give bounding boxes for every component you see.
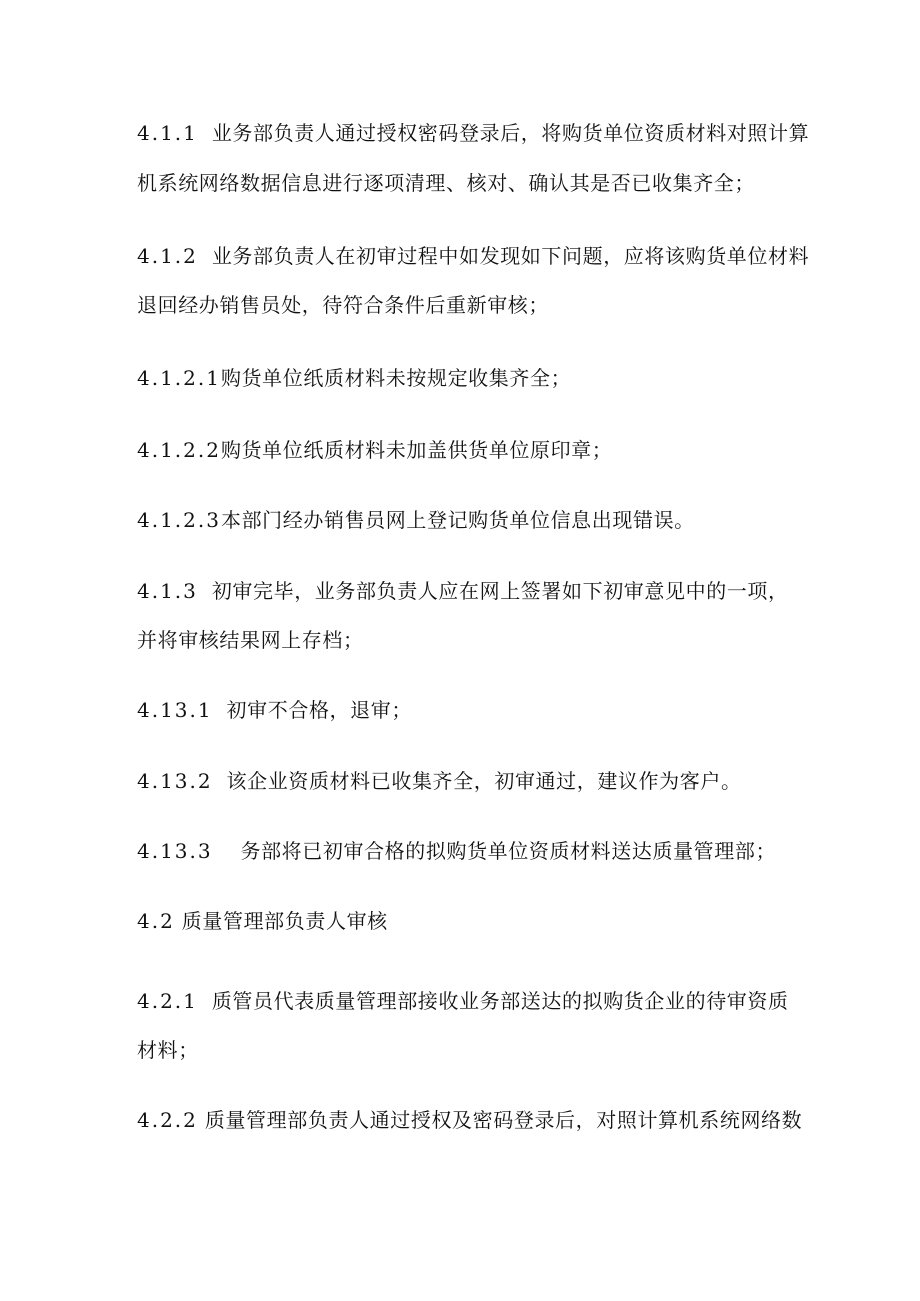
- paragraph-4-1-2-2: [137, 437, 612, 463]
- clause-text: 材料；: [137, 1038, 199, 1062]
- clause-text: 购货单位纸质材料未加盖供货单位原印章；: [220, 438, 613, 462]
- clause-text: 务部将已初审合格的拟购货单位资质材料送达质量管理部；: [240, 839, 777, 863]
- clause-text: 业务部负责人在初审过程中如发现如下问题，应将该购货单位材料: [211, 244, 810, 268]
- clause-text: 购货单位纸质材料未按规定收集齐全；: [220, 366, 572, 390]
- clause-text: 退回经办销售员处，待符合条件后重新审核；: [137, 293, 549, 317]
- paragraph-4-1-2-1: [137, 365, 571, 391]
- paragraph-4-1-2-3: [137, 507, 695, 533]
- clause-text: 初审完毕，业务部负责人应在网上签署如下初审意见中的一项，: [211, 579, 789, 603]
- clause-number: 4.1.1: [137, 121, 198, 145]
- paragraph-4-1-3-line-1: [137, 578, 789, 604]
- clause-number: 4.2: [137, 909, 175, 933]
- clause-number: 4.13.2: [137, 769, 213, 793]
- clause-number: 4.13.3: [137, 839, 213, 863]
- clause-number: 4.1.2.2: [137, 438, 221, 462]
- clause-number: 4.2.1: [137, 989, 198, 1013]
- clause-text: 本部门经办销售员网上登记购货单位信息出现错误。: [220, 508, 695, 532]
- paragraph-4-1-2-line-2: [137, 292, 549, 318]
- paragraph-4-1-2-line-1: [137, 243, 809, 269]
- clause-text: 机系统网络数据信息进行逐项清理、核对、确认其是否已收集齐全；: [137, 171, 755, 195]
- clause-text: 并将审核结果网上存档；: [137, 628, 364, 652]
- clause-number: 4.13.1: [137, 698, 213, 722]
- clause-text: 质量管理部负责人通过授权及密码登录后，对照计算机系统网络数: [204, 1108, 803, 1132]
- paragraph-4-13-2: [137, 768, 742, 794]
- clause-text: 初审不合格，退审；: [226, 698, 412, 722]
- paragraph-4-1-3-line-2: [137, 627, 364, 653]
- paragraph-4-2-2: [137, 1107, 802, 1133]
- clause-text: 质管员代表质量管理部接收业务部送达的拟购货企业的待审资质: [211, 989, 789, 1013]
- clause-number: 4.1.2: [137, 244, 198, 268]
- clause-number: 4.2.2: [137, 1108, 198, 1132]
- paragraph-4-13-3: [137, 838, 776, 864]
- paragraph-4-13-1: [137, 697, 412, 723]
- clause-number: 4.1.2.3: [137, 508, 221, 532]
- paragraph-4-2-1-line-2: [137, 1037, 199, 1063]
- clause-number: 4.1.2.1: [137, 366, 221, 390]
- clause-text: 该企业资质材料已收集齐全，初审通过，建议作为客户。: [226, 769, 742, 793]
- paragraph-4-1-1-line-2: [137, 170, 755, 196]
- clause-text: 质量管理部负责人审核: [181, 909, 388, 933]
- paragraph-4-2-1-line-1: [137, 988, 789, 1014]
- clause-text: 业务部负责人通过授权密码登录后，将购货单位资质材料对照计算: [211, 121, 810, 145]
- paragraph-4-1-1-line-1: [137, 120, 809, 146]
- clause-number: 4.1.3: [137, 579, 198, 603]
- paragraph-4-2: [137, 908, 388, 934]
